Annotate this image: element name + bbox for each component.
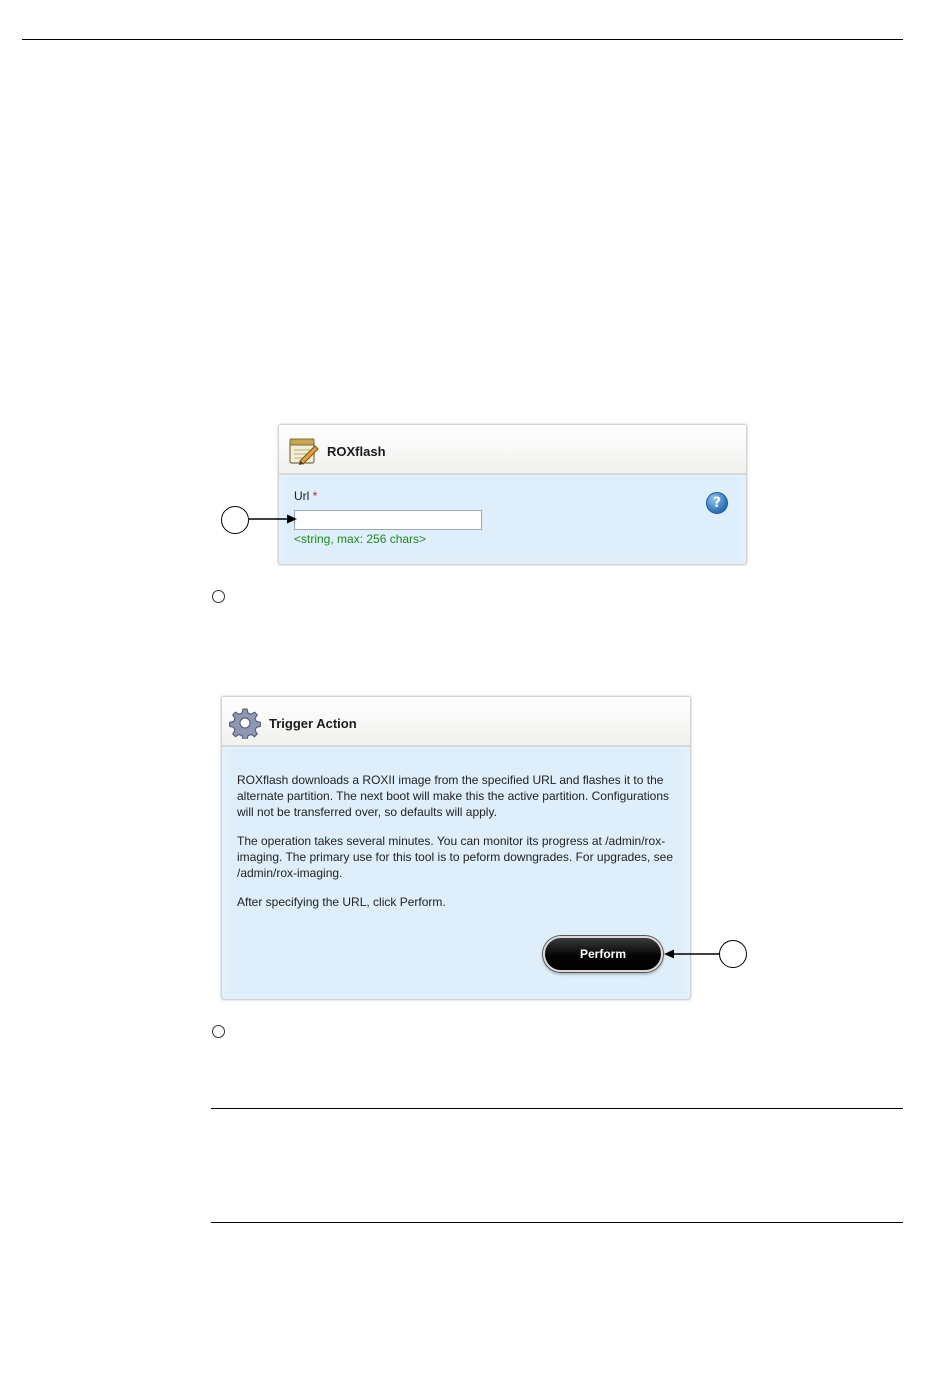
description-paragraph: After specifying the URL, click Perform.	[237, 895, 446, 909]
roxflash-panel-header	[279, 425, 746, 475]
gear-icon	[229, 707, 261, 739]
step-bullet	[212, 1025, 225, 1038]
callout-circle-url	[221, 506, 249, 534]
url-label	[294, 489, 317, 503]
notepad-pencil-icon	[288, 436, 320, 466]
callout-arrow-perform	[662, 948, 722, 960]
url-label-text: Url	[294, 489, 310, 503]
required-marker: *	[312, 489, 318, 503]
url-input[interactable]	[294, 510, 482, 530]
roxflash-panel	[278, 424, 747, 565]
url-hint: <string, max: 256 chars>	[294, 532, 427, 546]
trigger-action-panel	[221, 696, 691, 1000]
perform-button[interactable]: Perform	[543, 936, 663, 972]
question-mark-icon[interactable]: ?	[706, 492, 728, 514]
step-bullet	[212, 590, 225, 603]
description-paragraph: ROXflash downloads a ROXII image from the specified URL and flashes it to the alternate partition. The next boot will make this the active partition. Configurations will not be transferred over, so defaults will apply.	[237, 773, 670, 819]
trigger-action-panel-title: Trigger Action	[269, 716, 357, 731]
callout-arrow-url	[249, 513, 299, 525]
section-rule	[211, 1108, 903, 1109]
top-rule	[22, 39, 903, 40]
roxflash-panel-title: ROXflash	[327, 444, 386, 459]
description-paragraph: The operation takes several minutes. You can monitor its progress at /admin/rox-imaging. The primary use for this tool is to peform downgrades. For upgrades, see /admin/rox-imaging.	[237, 834, 673, 880]
section-rule	[211, 1222, 903, 1223]
trigger-action-panel-header	[222, 697, 690, 747]
callout-circle-perform	[719, 940, 747, 968]
